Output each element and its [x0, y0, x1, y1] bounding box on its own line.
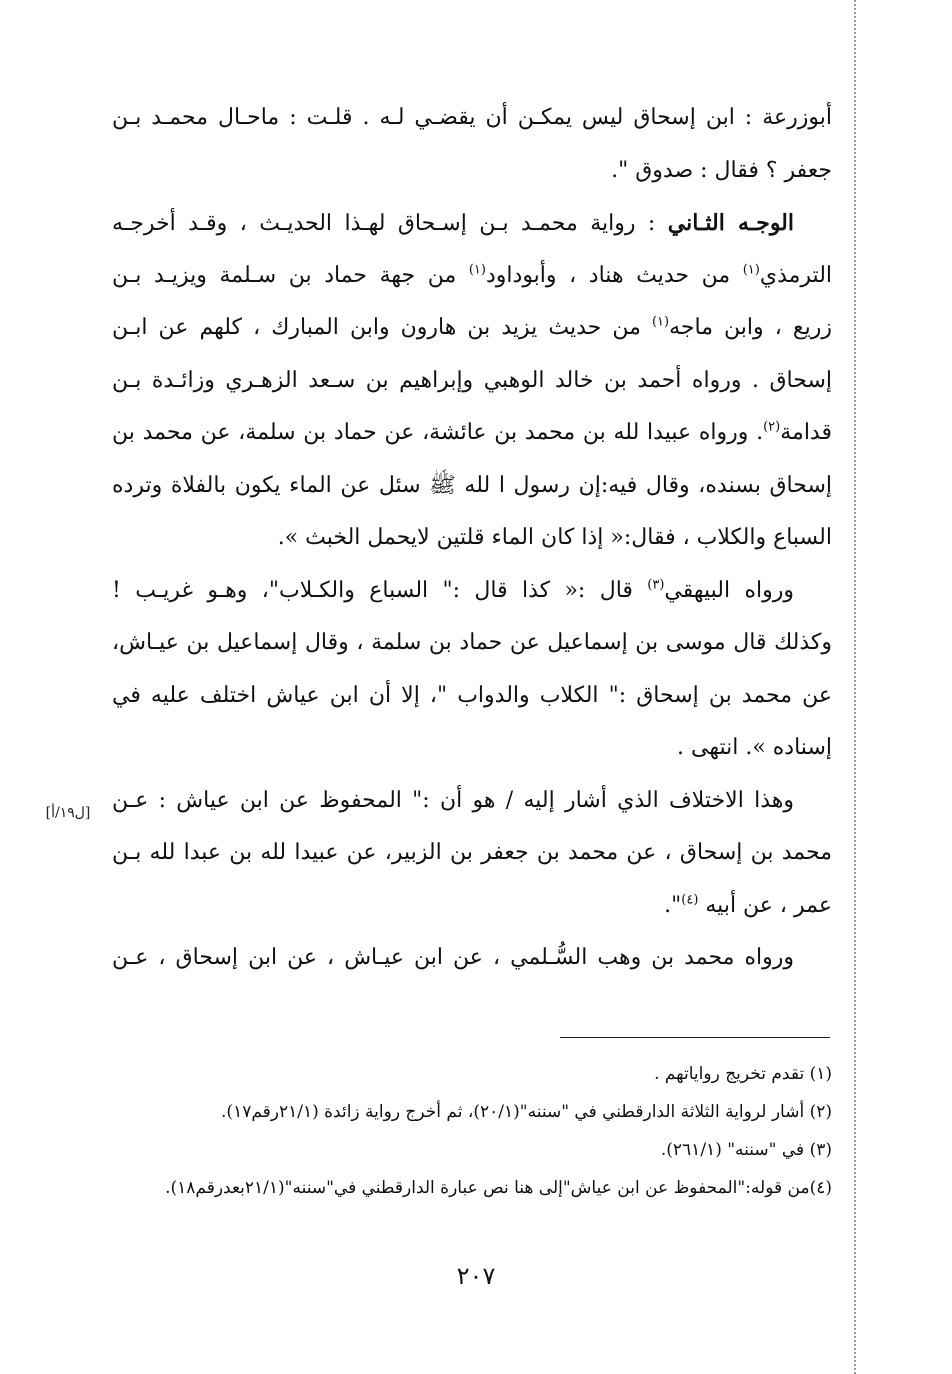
- margin-dotted-rule: [854, 0, 856, 1374]
- body-line: عمر ، عن أبيه $^{(٤)}$".: [664, 892, 832, 918]
- footnote-ref: (٤): [681, 892, 699, 908]
- footnote-ref: (١): [742, 262, 760, 278]
- body-line: زريع ، وابن ماجه$^{(١)}$ من حديث يزيد بن هارون وابن المبارك ، كلهم عن ابـن: [112, 314, 832, 340]
- footnote-ref: (٣): [647, 577, 665, 593]
- body-line: ورواه محمد بن وهب السُّـلمي ، عن ابن عيـاش ، عن ابن إسحاق ، عـن: [112, 945, 794, 970]
- body-line: جعفر ؟ فقال : صدوق ".: [611, 157, 832, 183]
- footnote: (٤)من قوله:"المحفوظ عن ابن عياش"إلى هنا نص عبارة الدارقطني في"سننه"(٢١/١بعدرقم١٨).: [165, 1178, 832, 1198]
- body-line: عن محمد بن إسحاق :" الكلاب والدواب "، إلا أن ابن عياش اختلف عليه في: [112, 682, 832, 708]
- main-text: [112, 92, 832, 985]
- body-line: الوجـه الثـاني : رواية محمـد بـن إسـحاق لهـذا الحديـث ، وقـد أخرجـه: [112, 210, 794, 236]
- body-line: أبوزرعة : ابن إسحاق ليس يمكـن أن يقضـي لـه . قلـت : ماحـال محمـد بـن: [112, 105, 832, 130]
- body-line: الترمذي$^{(١)}$ من حديث هناد ، وأبوداود$^{(١)}$ من جهة حماد بن سـلمة ويزيـد بـن: [112, 262, 832, 288]
- body-line: إسناده ». انتهى .: [677, 735, 832, 760]
- section-heading: الوجـه الثـاني: [667, 210, 794, 236]
- footnote: (٢) أشار لرواية الثلاثة الدارقطني في "سننه"(٢٠/١)، ثم أخرج رواية زائدة (٢١/١رقم١٧).: [221, 1102, 832, 1122]
- body-line: محمد بن إسحاق ، عن محمد بن جعفر بن الزبير، عن عبيدا لله بن عبدا لله بـن: [112, 840, 832, 865]
- body-line: السباع والكلاب ، فقال:« إذا كان الماء قلتين لايحمل الخبث ».: [277, 525, 832, 550]
- footnotes: [120, 1055, 832, 1207]
- body-line: إسحاق . ورواه أحمد بن خالد الوهبي وإبراهيم بن سـعد الزهـري وزائـدة بـن: [112, 367, 832, 393]
- footnote-ref: (٢): [763, 419, 781, 435]
- body-line: وهذا الاختلاف الذي أشار إليه / هو أن :" المحفوظ عن ابن عياش : عـن: [112, 787, 794, 813]
- page-number: ٢٠٧: [456, 1262, 496, 1290]
- body-line: إسحاق بسنده، وقال فيه:إن رسول ا لله ﷺ سئل عن الماء يكون بالفلاة وترده: [112, 472, 832, 498]
- footnote-ref: (١): [651, 314, 670, 330]
- footnote: (١) تقدم تخريج رواياتهم .: [654, 1064, 832, 1084]
- footnote-separator: [560, 1037, 830, 1038]
- footnote-ref: (١): [468, 262, 486, 278]
- body-line: ورواه البيهقي$^{(٣)}$ قال :« كذا قال :" السباع والكـلاب"، وهـو غريـب !: [112, 577, 794, 603]
- footnote: (٣) في "سننه" (٢٦١/١).: [660, 1140, 832, 1160]
- manuscript-folio-note: [ل١٩/أ]: [45, 805, 91, 821]
- body-line: قدامة$^{(٢)}$. ورواه عبيدا لله بن محمد بن عائشة، عن حماد بن سلمة، عن محمد بن: [112, 419, 832, 445]
- body-line: وكذلك قال موسى بن إسماعيل عن حماد بن سلمة ، وقال إسماعيل بن عيـاش،: [112, 630, 832, 655]
